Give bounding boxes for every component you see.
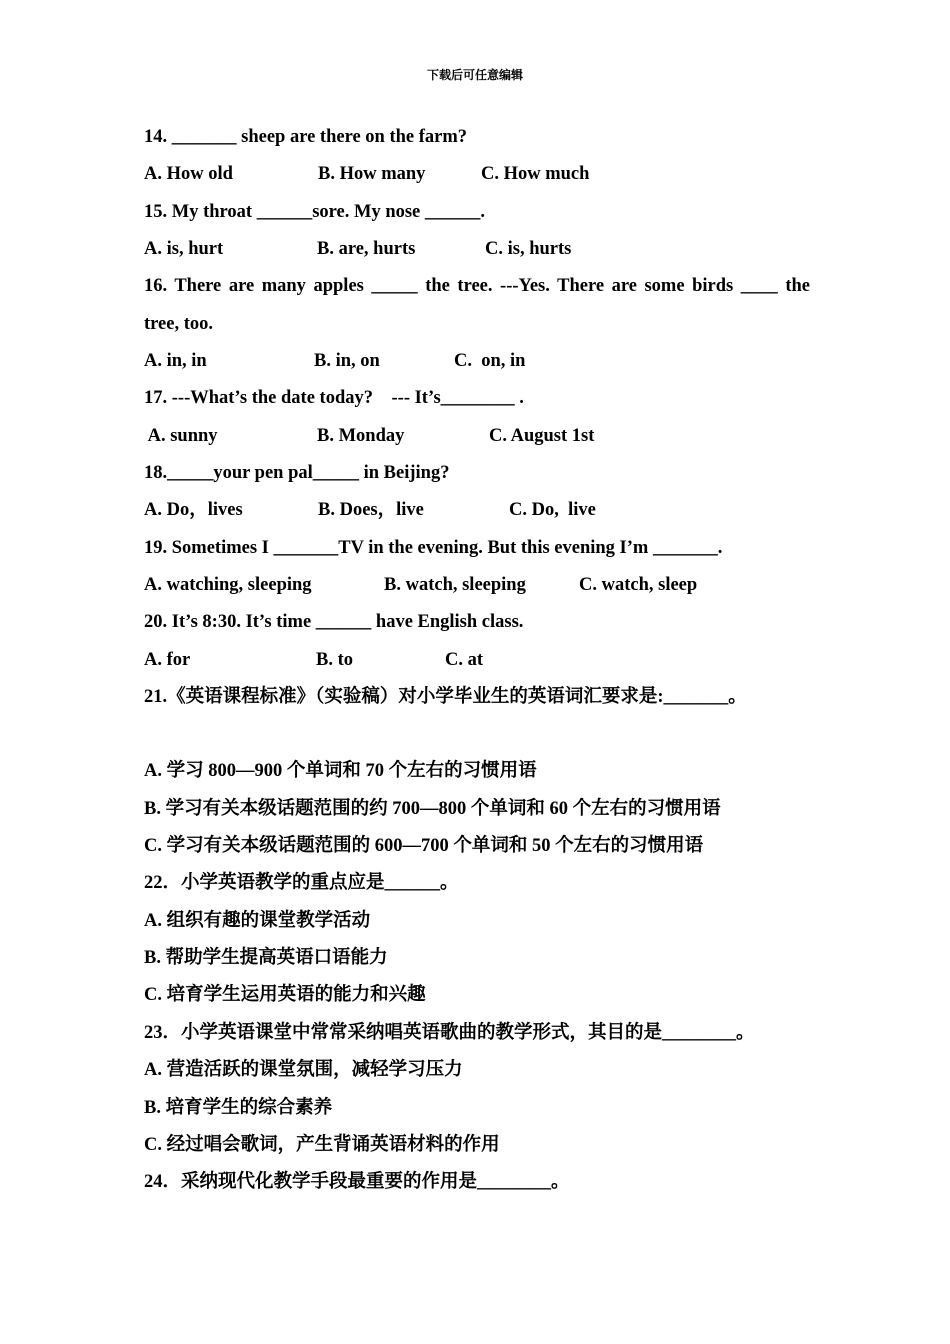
question-16-option-c: C. on, in xyxy=(454,351,526,371)
question-19-option-b: B. watch, sleeping xyxy=(384,575,526,595)
question-23-option-a: A. 营造活跃的课堂氛围，减轻学习压力 xyxy=(144,1060,463,1080)
question-14-option-b: B. How many xyxy=(318,164,426,184)
question-20-stem: 20. It’s 8:30. It’s time ______ have English class. xyxy=(144,612,524,632)
question-14-option-a: A. How old xyxy=(144,164,233,184)
question-15-option-a: A. is, hurt xyxy=(144,239,224,259)
question-17-option-c: C. August 1st xyxy=(489,426,595,446)
question-20-option-a: A. for xyxy=(144,650,191,670)
question-21-stem: 21.《英语课程标准》（实验稿）对小学毕业生的英语词汇要求是:_______。 xyxy=(144,687,747,707)
question-16-option-b: B. in, on xyxy=(314,351,380,371)
question-22-stem: 22．小学英语教学的重点应是______。 xyxy=(144,873,459,893)
question-21-option-c: C. 学习有关本级话题范围的 600—700 个单词和 50 个左右的习惯用语 xyxy=(144,836,704,856)
question-18-option-c: C. Do, live xyxy=(509,500,596,520)
question-21-option-b: B. 学习有关本级话题范围的约 700—800 个单词和 60 个左右的习惯用语 xyxy=(144,799,721,819)
question-18-option-b: B. Does，live xyxy=(318,500,424,520)
question-22-option-c: C. 培育学生运用英语的能力和兴趣 xyxy=(144,985,426,1005)
question-22-option-a: A. 组织有趣的课堂教学活动 xyxy=(144,911,371,931)
question-19-option-a: A. watching, sleeping xyxy=(144,575,312,595)
question-18-stem: 18._____your pen pal_____ in Beijing? xyxy=(144,463,450,483)
question-15-stem: 15. My throat ______sore. My nose ______. xyxy=(144,202,486,222)
question-20-option-b: B. to xyxy=(316,650,353,670)
question-23-option-c: C. 经过唱会歌词，产生背诵英语材料的作用 xyxy=(144,1135,500,1155)
question-21-option-a: A. 学习 800—900 个单词和 70 个左右的习惯用语 xyxy=(144,761,537,781)
question-17-option-b: B. Monday xyxy=(317,426,405,446)
question-17-stem: 17. ---What’s the date today? --- It’s________ . xyxy=(144,388,524,408)
question-14-stem: 14. _______ sheep are there on the farm? xyxy=(144,127,468,147)
question-24-stem: 24．采纳现代化教学手段最重要的作用是________。 xyxy=(144,1172,570,1192)
question-16-stem-line1: 16. There are many apples _____ the tree. ---Yes. There are some birds ____ the xyxy=(144,276,810,296)
question-23-stem: 23．小学英语课堂中常常采纳唱英语歌曲的教学形式，其目的是________。 xyxy=(144,1023,755,1043)
question-19-option-c: C. watch, sleep xyxy=(579,575,698,595)
page-header: 下载后可任意编辑 xyxy=(426,68,523,82)
question-23-option-b: B. 培育学生的综合素养 xyxy=(144,1098,333,1118)
question-15-option-c: C. is, hurts xyxy=(485,239,572,259)
question-18-option-a: A. Do，lives xyxy=(144,500,243,520)
question-22-option-b: B. 帮助学生提高英语口语能力 xyxy=(144,948,388,968)
question-19-stem: 19. Sometimes I _______TV in the evening. But this evening I’m _______. xyxy=(144,538,723,558)
question-17-option-a: A. sunny xyxy=(144,426,218,446)
question-16-option-a: A. in, in xyxy=(144,351,207,371)
question-14-option-c: C. How much xyxy=(481,164,590,184)
question-20-option-c: C. at xyxy=(445,650,484,670)
question-16-stem-line2: tree, too. xyxy=(144,314,213,334)
question-15-option-b: B. are, hurts xyxy=(317,239,416,259)
